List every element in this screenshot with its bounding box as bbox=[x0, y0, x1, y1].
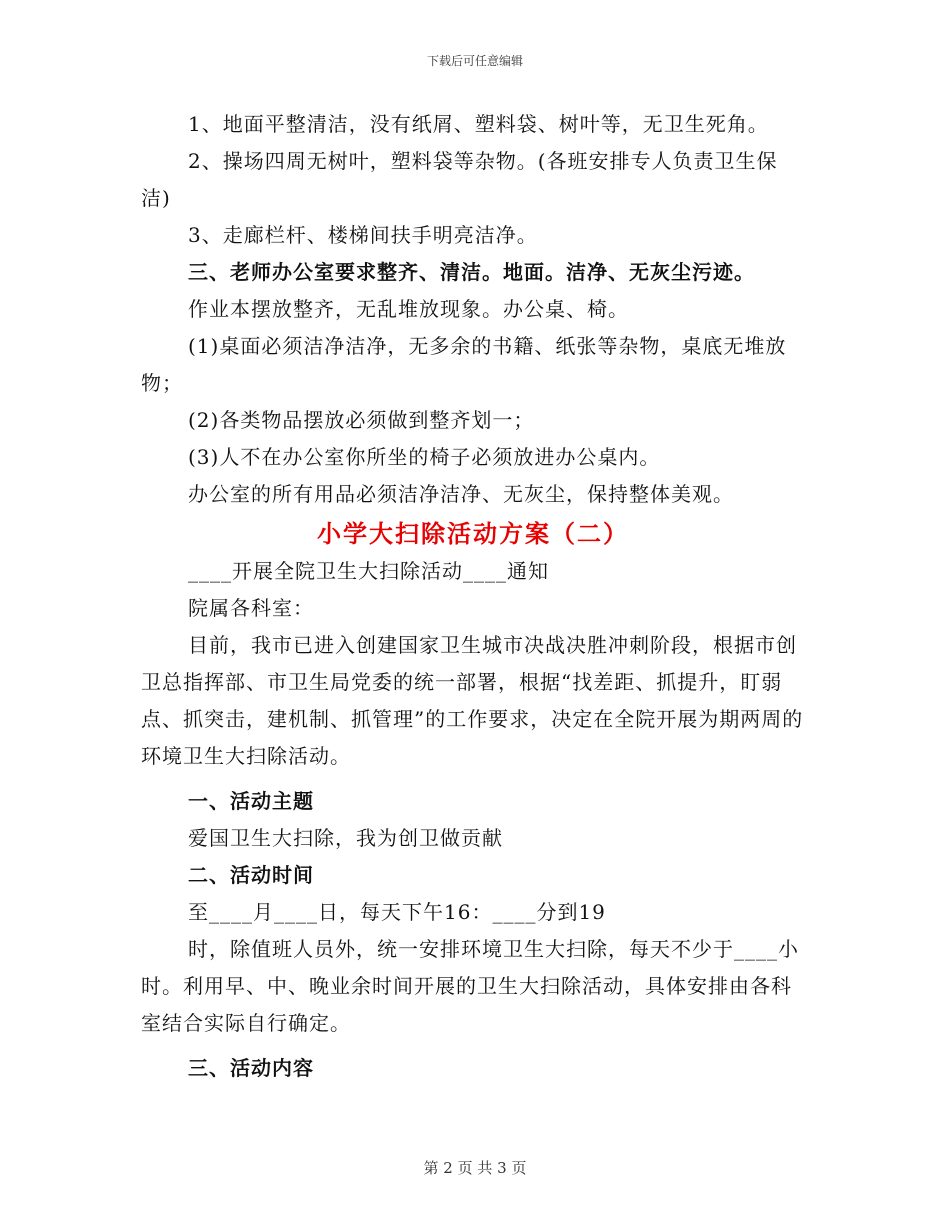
paragraph-items-order: (2)各类物品摆放必须做到整齐划一； bbox=[188, 408, 535, 432]
notice-line: ____开展全院卫生大扫除活动____通知 bbox=[188, 559, 549, 583]
paragraph-office-supplies: 办公室的所有用品必须洁净洁净、无灰尘，保持整体美观。 bbox=[188, 482, 734, 506]
page-footer: 第 2 页 共 3 页 bbox=[423, 1159, 527, 1177]
paragraph-chair: (3)人不在办公室你所坐的椅子必须放进办公桌内。 bbox=[188, 445, 661, 469]
heading-content: 三、活动内容 bbox=[188, 1056, 314, 1080]
document-title: 小学大扫除活动方案（二） bbox=[317, 519, 629, 548]
heading-theme: 一、活动主题 bbox=[188, 789, 314, 813]
recipients-line: 院属各科室： bbox=[188, 596, 314, 620]
paragraph-time-detail: 时，除值班人员外，统一安排环境卫生大扫除，每天不少于____小时。利用早、中、晚业余时间开展的卫生大扫除活动，具体安排由各科室结合实际自行确定。 bbox=[141, 937, 799, 1035]
paragraph-playground: 2、操场四周无树叶，塑料袋等杂物。(各班安排专人负责卫生保洁) bbox=[141, 149, 778, 210]
page-header: 下载后可任意编辑 bbox=[426, 54, 523, 68]
paragraph-homework: 作业本摆放整齐，无乱堆放现象。办公桌、椅。 bbox=[188, 297, 629, 321]
paragraph-desk-surface: (1)桌面必须洁净洁净，无多余的书籍、纸张等杂物，桌底无堆放物； bbox=[141, 334, 787, 395]
document-body bbox=[141, 106, 805, 1087]
paragraph-corridor: 3、走廊栏杆、楼梯间扶手明亮洁净。 bbox=[188, 223, 538, 247]
section-heading-office: 三、老师办公室要求整齐、清洁。地面。洁净、无灰尘污迹。 bbox=[188, 260, 755, 284]
heading-time: 二、活动时间 bbox=[188, 863, 314, 887]
paragraph-ground-clean: 1、地面平整清洁，没有纸屑、塑料袋、树叶等，无卫生死角。 bbox=[188, 112, 769, 136]
paragraph-background: 目前，我市已进入创建国家卫生城市决战决胜冲刺阶段，根据市创卫总指挥部、市卫生局党委的统一部署，根据“找差距、抓提升，盯弱点、抓突击，建机制、抓管理”的工作要求，决定在全院开展为期两周的环境卫生大扫除活动。 bbox=[141, 633, 804, 768]
paragraph-theme: 爱国卫生大扫除，我为创卫做贡献 bbox=[188, 826, 503, 850]
paragraph-time-range: 至____月____日，每天下午16：____分到19 bbox=[188, 900, 606, 924]
